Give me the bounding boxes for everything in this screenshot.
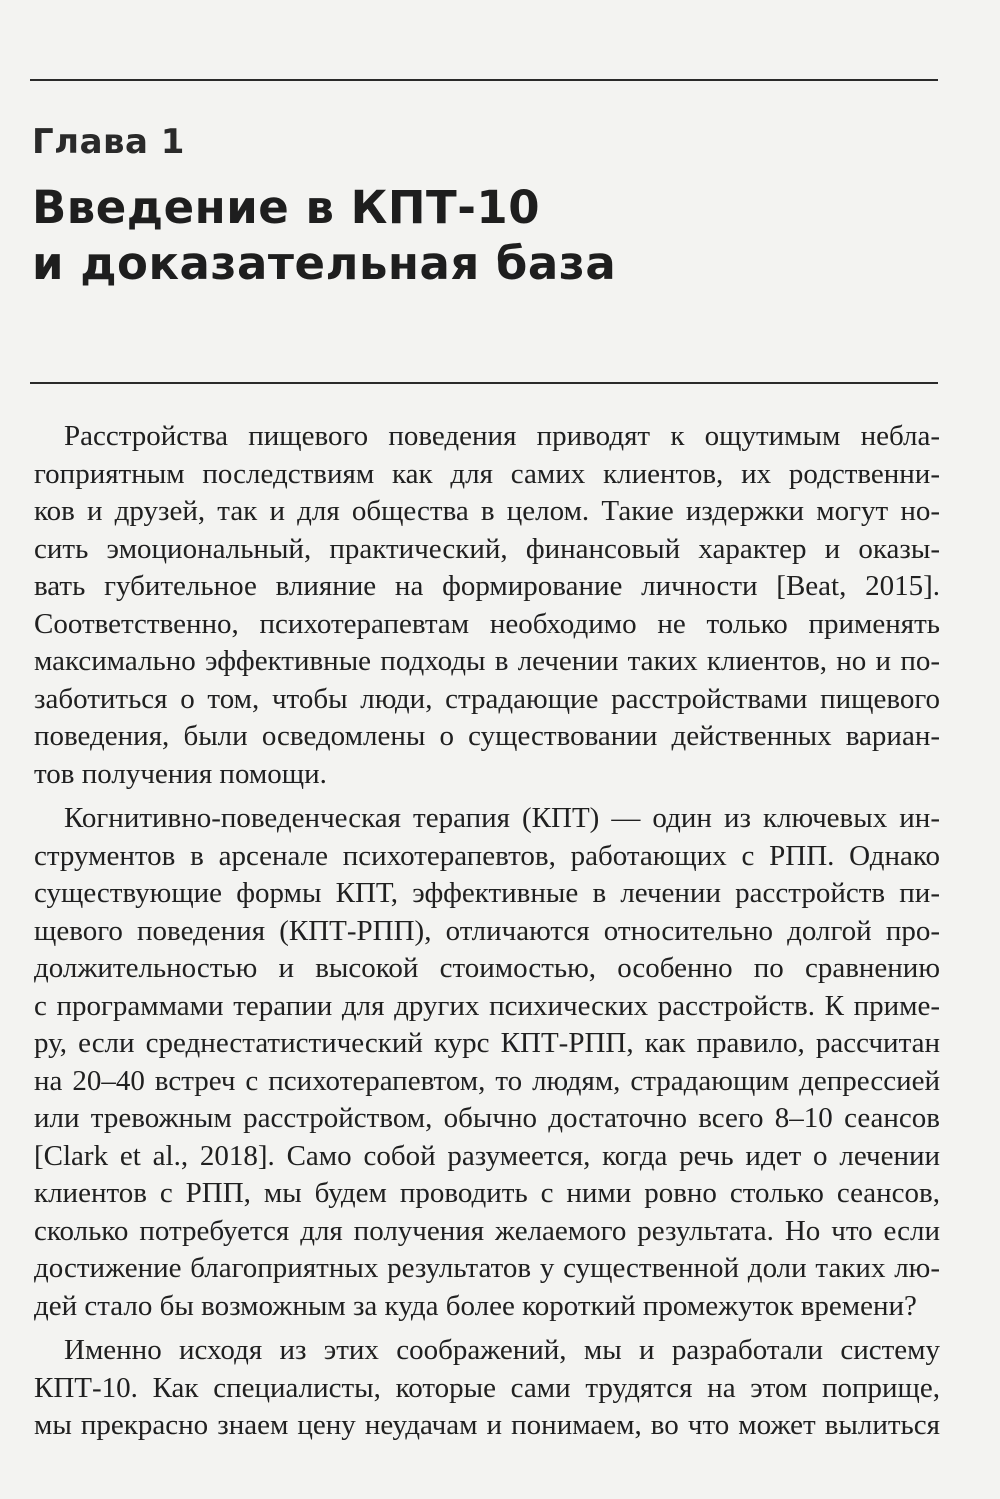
chapter-title	[32, 180, 616, 292]
text-line: [Clark et al., 2018]. Само собой разумеется, когда речь идет о лечении	[34, 1139, 940, 1172]
text-line: или тревожным расстройством, обычно достаточно всего 8–10 сеансов	[34, 1102, 940, 1134]
body-text	[34, 418, 940, 1452]
text-line: максимально эффективные подходы в лечении таких клиентов, но и по-	[34, 645, 940, 677]
text-line: гоприятным последствиям как для самих клиентов, их родственни-	[34, 457, 940, 490]
text-line: поведения, были осведомлены о существовании действенных вариан-	[34, 720, 940, 752]
text-line: щевого поведения (КПТ-РПП), отличаются относительно долгой про-	[34, 914, 940, 947]
text-line: Соответственно, психотерапевтам необходимо не только применять	[34, 607, 940, 640]
text-line: Когнитивно-поведенческая терапия (КПТ) — один из ключевых ин-	[64, 802, 940, 834]
text-line: ков и друзей, так и для общества в целом. Такие издержки могут но-	[34, 495, 940, 527]
chapter-label: Глава 1	[32, 122, 185, 162]
text-line: КПТ-10. Как специалисты, которые сами трудятся на этом поприще,	[34, 1371, 940, 1404]
text-line: сить эмоциональный, практический, финансовый характер и оказы-	[34, 532, 940, 565]
text-line: с программами терапии для других психических расстройств. К приме-	[34, 989, 940, 1022]
bottom-rule	[30, 382, 938, 384]
text-line: достижение благоприятных результатов у существенной доли таких лю-	[34, 1252, 940, 1284]
text-line: мы прекрасно знаем цену неудачам и понимаем, во что может вылиться	[34, 1409, 940, 1441]
chapter-title-line: и доказательная база	[32, 237, 617, 290]
text-line: сколько потребуется для получения желаемого результата. Но что если	[34, 1214, 940, 1247]
paragraph	[34, 418, 940, 793]
top-rule	[30, 79, 938, 81]
chapter-title-line: Введение в КПТ-10	[32, 181, 541, 234]
text-line: струментов в арсенале психотерапевтов, работающих с РПП. Однако	[34, 839, 940, 872]
text-line: ру, если среднестатистический курс КПТ-РПП, как правило, рассчитан	[34, 1027, 940, 1059]
text-line: должительностью и высокой стоимостью, особенно по сравнению	[34, 952, 940, 984]
text-line: Расстройства пищевого поведения приводят к ощутимым небла-	[64, 420, 940, 452]
text-line: клиентов с РПП, мы будем проводить с ними ровно столько сеансов,	[34, 1177, 940, 1209]
text-line: вать губительное влияние на формирование личности [Beat, 2015].	[34, 570, 940, 602]
text-line: существующие формы КПТ, эффективные в лечении расстройств пи-	[34, 877, 940, 909]
text-line: на 20–40 встреч с психотерапевтом, то людям, страдающим депрессией	[34, 1064, 940, 1097]
paragraph	[34, 1332, 940, 1445]
text-line: заботиться о том, чтобы люди, страдающие расстройствами пищевого	[34, 682, 940, 715]
text-line: Именно исходя из этих соображений, мы и разработали систему	[64, 1334, 940, 1366]
paragraph	[34, 800, 940, 1325]
text-line: тов получения помощи.	[34, 757, 327, 790]
text-line: дей стало бы возможным за куда более короткий промежуток времени?	[34, 1289, 917, 1322]
